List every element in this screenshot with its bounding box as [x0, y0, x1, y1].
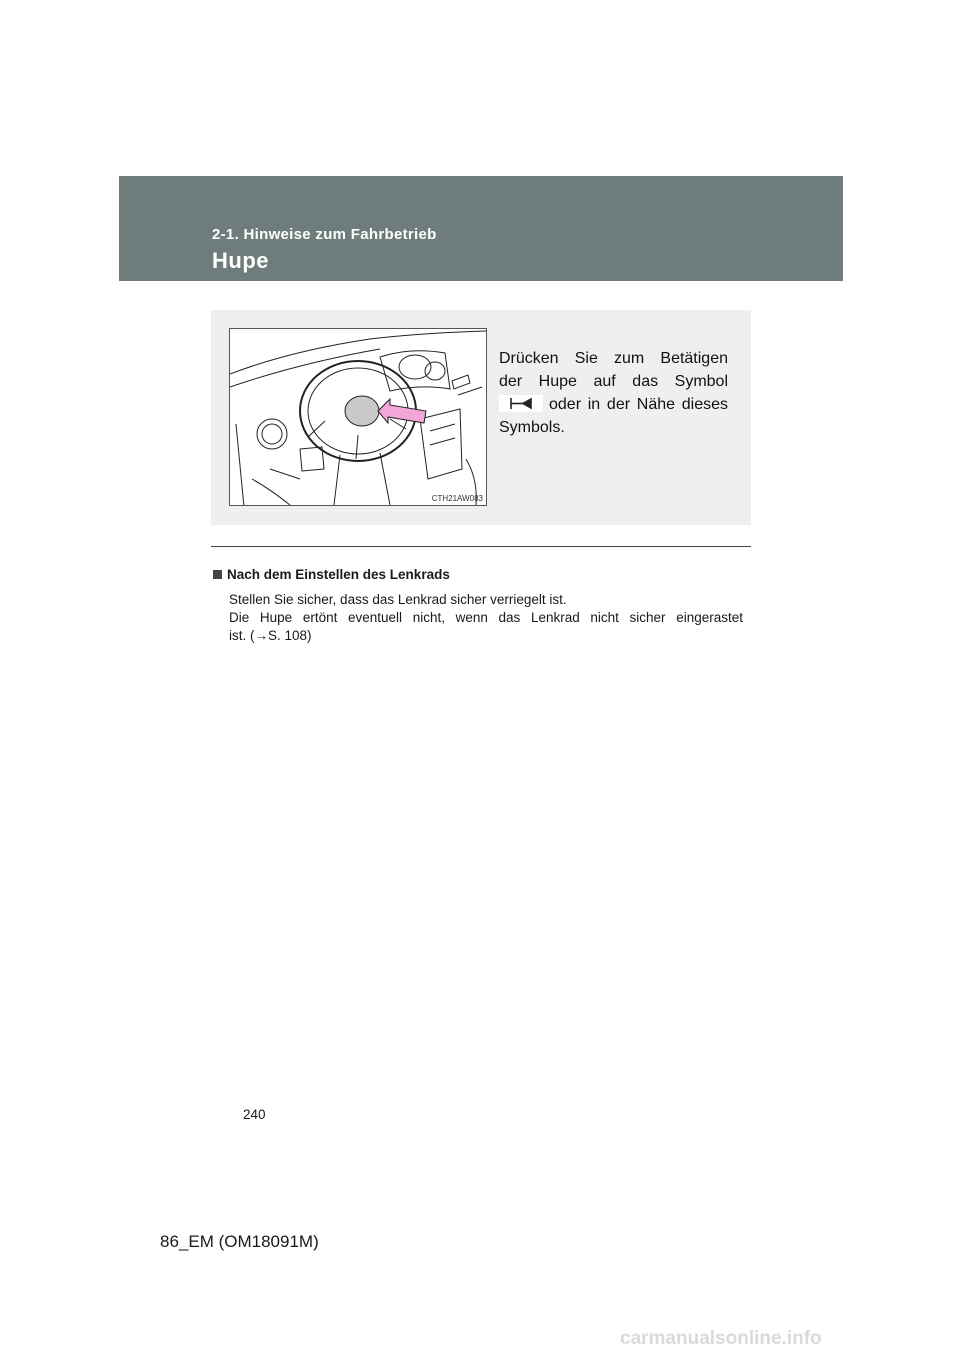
page-reference-link[interactable]: S. 108) [268, 628, 312, 643]
instruction-line-2: der Hupe auf das Symbol [499, 373, 728, 390]
note-heading [213, 567, 450, 582]
bullet-square-icon [213, 570, 222, 579]
section-label: 2-1. Hinweise zum Fahrbetrieb [212, 226, 437, 243]
press-arrow [378, 399, 426, 423]
note-body [229, 591, 743, 645]
page-title: Hupe [212, 248, 269, 273]
note-line-1: Stellen Sie sicher, dass das Lenkrad sicher verriegelt ist. [229, 592, 567, 607]
watermark: carmanualsonline.info [620, 1328, 822, 1349]
steering-wheel-illustration [229, 328, 487, 506]
instruction-line-4: Symbols. [499, 419, 565, 436]
dashboard-drawing [230, 329, 486, 505]
note-line-3-prefix: ist. ( [229, 628, 255, 643]
instruction-line-3-text: oder in der Nähe dieses [549, 396, 728, 413]
section-divider [211, 546, 751, 547]
note-heading-text: Nach dem Einstellen des Lenkrads [227, 567, 450, 582]
page-reference-arrow: → [254, 628, 268, 643]
note-line-2: Die Hupe ertönt eventuell nicht, wenn das Lenkrad nicht sicher eingerastet [229, 610, 743, 625]
instruction-line-1: Drücken Sie zum Betätigen [499, 350, 728, 367]
header-band [119, 176, 843, 281]
figure-box [211, 310, 751, 525]
document-code: 86_EM (OM18091M) [160, 1232, 319, 1251]
instruction-text [499, 347, 728, 439]
figure-code: CTH21AW083 [431, 494, 483, 503]
page-number: 240 [243, 1107, 266, 1122]
note-line-3 [229, 627, 743, 645]
instruction-line-3 [499, 393, 728, 416]
horn-icon [499, 395, 543, 412]
